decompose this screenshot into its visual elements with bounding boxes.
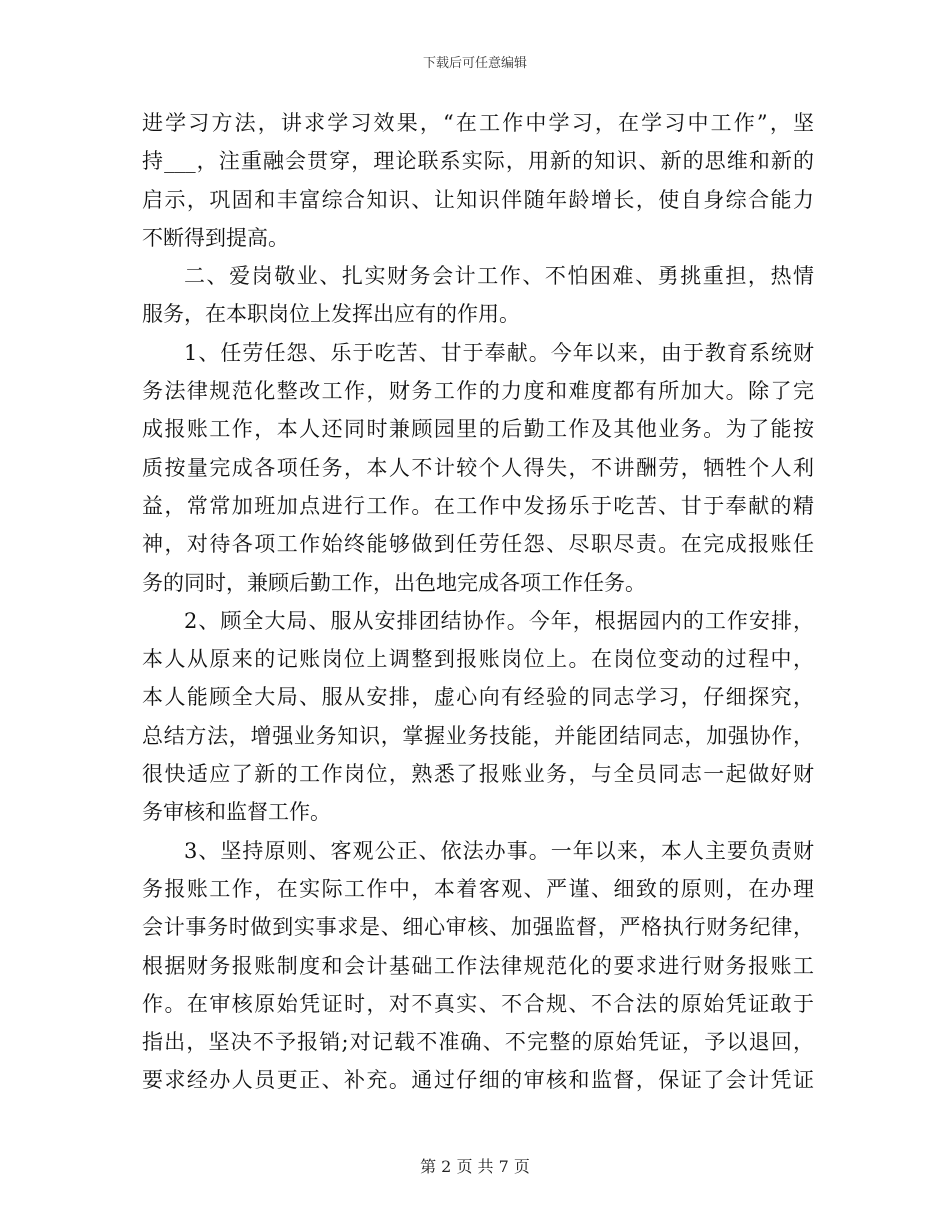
text-line: 务报账工作，在实际工作中，本着客观、严谨、细致的原则，在办理 <box>142 876 814 901</box>
text-line: 要求经办人员更正、补充。通过仔细的审核和监督，保证了会计凭证 <box>142 1068 814 1093</box>
text-line: 成报账工作，本人还同时兼顾园里的后勤工作及其他业务。为了能按 <box>142 417 814 442</box>
text-line: 务审核和监督工作。 <box>142 800 331 825</box>
text-line: 会计事务时做到实事求是、细心审核、加强监督，严格执行财务纪律， <box>142 915 814 940</box>
text-line: 启示，巩固和丰富综合知识、让知识伴随年龄增长，使自身综合能力 <box>142 187 814 212</box>
text-line: 二、爱岗敬业、扎实财务会计工作、不怕困难、勇挑重担，热情 <box>184 264 814 289</box>
text-line: 3、坚持原则、客观公正、依法办事。一年以来，本人主要负责财 <box>184 838 814 863</box>
text-line: 作。在审核原始凭证时，对不真实、不合规、不合法的原始凭证敢于 <box>142 991 814 1016</box>
page-number: 第 2 页 共 7 页 <box>420 1157 530 1176</box>
page-header-note: 下载后可任意编辑 <box>422 56 527 71</box>
text-line: 本人能顾全大局、服从安排，虚心向有经验的同志学习，仔细探究， <box>142 685 814 710</box>
text-line: 服务，在本职岗位上发挥出应有的作用。 <box>142 302 520 327</box>
text-line: 总结方法，增强业务知识，掌握业务技能，并能团结同志，加强协作， <box>142 723 814 748</box>
text-line: 务的同时，兼顾后勤工作，出色地完成各项工作任务。 <box>142 570 646 595</box>
document-body <box>142 104 814 1100</box>
text-line: 神，对待各项工作始终能够做到任劳任怨、尽职尽责。在完成报账任 <box>142 532 814 557</box>
text-line: 进学习方法，讲求学习效果，“在工作中学习，在学习中工作”，坚 <box>142 111 814 135</box>
text-line: 不断得到提高。 <box>142 225 289 250</box>
text-line: 本人从原来的记账岗位上调整到报账岗位上。在岗位变动的过程中， <box>142 647 814 672</box>
text-line: 益，常常加班加点进行工作。在工作中发扬乐于吃苦、甘于奉献的精 <box>142 493 814 518</box>
text-line: 2、顾全大局、服从安排团结协作。今年，根据园内的工作安排， <box>184 608 814 633</box>
text-line: 1、任劳任怨、乐于吃苦、甘于奉献。今年以来，由于教育系统财 <box>184 340 814 365</box>
text-line: 根据财务报账制度和会计基础工作法律规范化的要求进行财务报账工 <box>142 953 814 978</box>
text-line: 很快适应了新的工作岗位，熟悉了报账业务，与全员同志一起做好财 <box>142 762 814 787</box>
text-line: 质按量完成各项任务，本人不计较个人得失，不讲酬劳，牺牲个人利 <box>142 455 814 480</box>
text-line: 指出，坚决不予报销;对记载不准确、不完整的原始凭证，予以退回， <box>142 1030 814 1055</box>
text-line: 务法律规范化整改工作，财务工作的力度和难度都有所加大。除了完 <box>142 379 814 404</box>
text-line: 持___，注重融会贯穿，理论联系实际，用新的知识、新的思维和新的 <box>142 149 814 174</box>
